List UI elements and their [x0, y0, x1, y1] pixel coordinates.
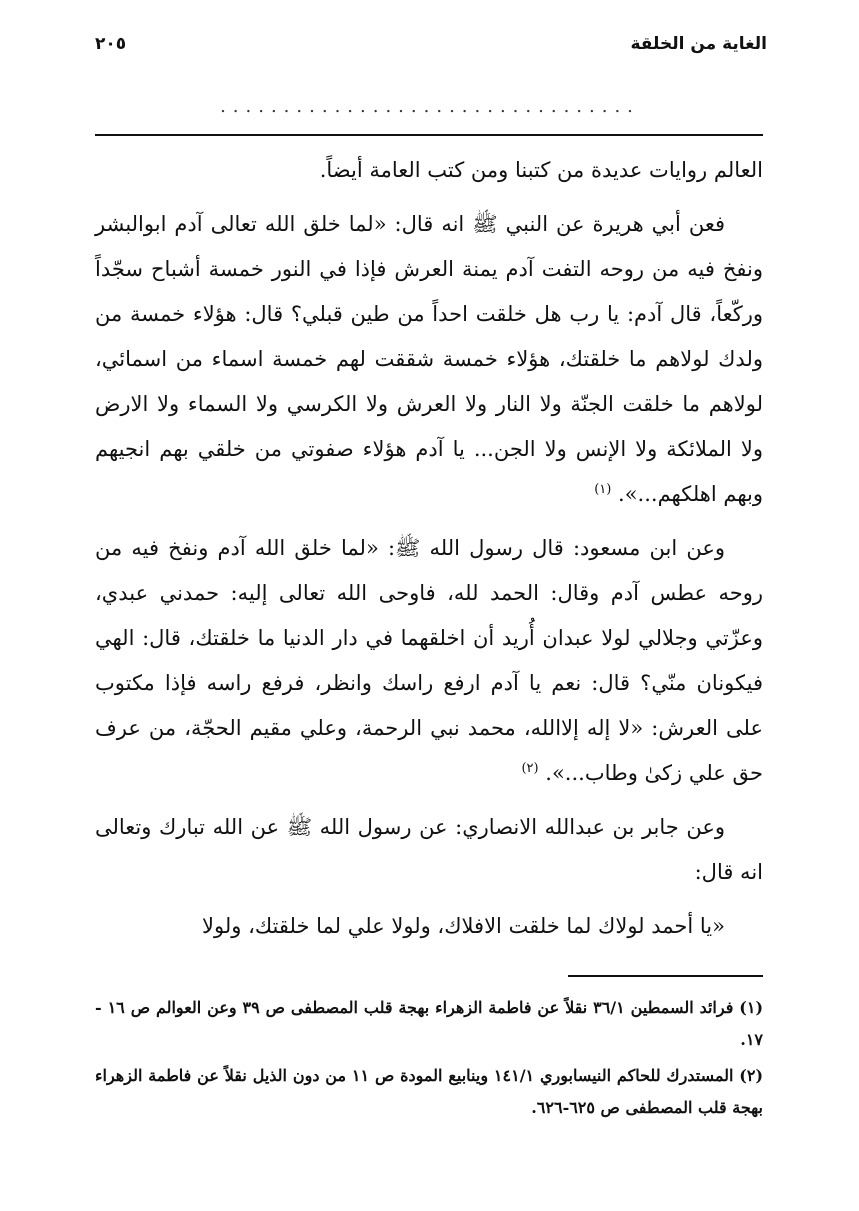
paragraph-text: العالم روايات عديدة من كتبنا ومن كتب العامة أيضاً.	[319, 158, 763, 182]
paragraph-text: وعن جابر بن عبدالله الانصاري: عن رسول الله ﷺ عن الله تبارك وتعالى انه قال:	[95, 815, 763, 884]
header-rule	[95, 134, 763, 136]
page-number: ٢٠٥	[95, 34, 127, 54]
footnotes	[95, 992, 763, 1128]
page-header	[95, 30, 767, 64]
footnote-marker: (١)	[594, 482, 612, 497]
paragraph-1	[95, 148, 763, 193]
footnote-marker: (٢)	[521, 761, 539, 776]
running-title: الغاية من الخلقة	[630, 34, 767, 54]
paragraph-4	[95, 805, 763, 895]
footnote-1: (١) فرائد السمطين ٣٦/١ نقلاً عن فاطمة الزهراء بهجة قلب المصطفى ص ٣٩ وعن العوالم ص ١٦ - ١٧.	[95, 998, 764, 1049]
paragraph-text: «يا أحمد لولاك لما خلقت الافلاك، ولولا علي لما خلقتك، ولولا	[202, 914, 725, 938]
paragraph-text: فعن أبي هريرة عن النبي ﷺ انه قال: «لما خلق الله تعالى آدم ابوالبشر ونفخ فيه من روحه التفت آدم يمنة العرش فإذا في النور خمسة أشباح سجّداً وركّعاً، قال آدم: يا رب هل خلقت احداً من طين قبلي؟ قال: هؤلاء خمسة من ولدك لولاهم ما خلقتك، هؤلاء خمسة شققت لهم خمسة اسماء من اسمائي، لولاهم ما خلقت الجنّة ولا النار ولا العرش ولا الكرسي ولا السماء ولا الارض ولا الملائكة ولا الإنس ولا الجن... يا آدم هؤلاء صفوتي من خلقي بهم انجيهم وبهم اهلكهم...».	[95, 212, 763, 506]
paragraph-text: وعن ابن مسعود: قال رسول الله ﷺ: «لما خلق الله آدم ونفخ فيه من روحه عطس آدم وقال: الحمد لله، فاوحى الله تعالى إليه: حمدني عبدي، وعزّتي وجلالي لولا عبدان أُريد أن اخلقهما في دار الدنيا ما خلقتك، قال: الهي فيكونان منّي؟ قال: نعم يا آدم ارفع راسك وانظر، فرفع راسه فإذا مكتوب على العرش: «لا إله إلاالله، محمد نبي الرحمة، وعلي مقيم الحجّة، من عرف حق علي زكىٰ وطاب...».	[95, 536, 763, 785]
footnote-rule	[568, 975, 763, 977]
paragraph-2	[95, 202, 763, 517]
paragraph-5	[95, 904, 763, 949]
body-text	[95, 148, 763, 958]
footnote-2: (٢) المستدرك للحاكم النيسابوري ١٤١/١ وينابيع المودة ص ١١ من دون الذيل نقلاً عن فاطمة الزهراء بهجة قلب المصطفى ص ٦٢٥-٦٢٦.	[95, 1066, 764, 1117]
dotted-separator: .................................	[220, 96, 640, 117]
paragraph-3	[95, 526, 763, 796]
